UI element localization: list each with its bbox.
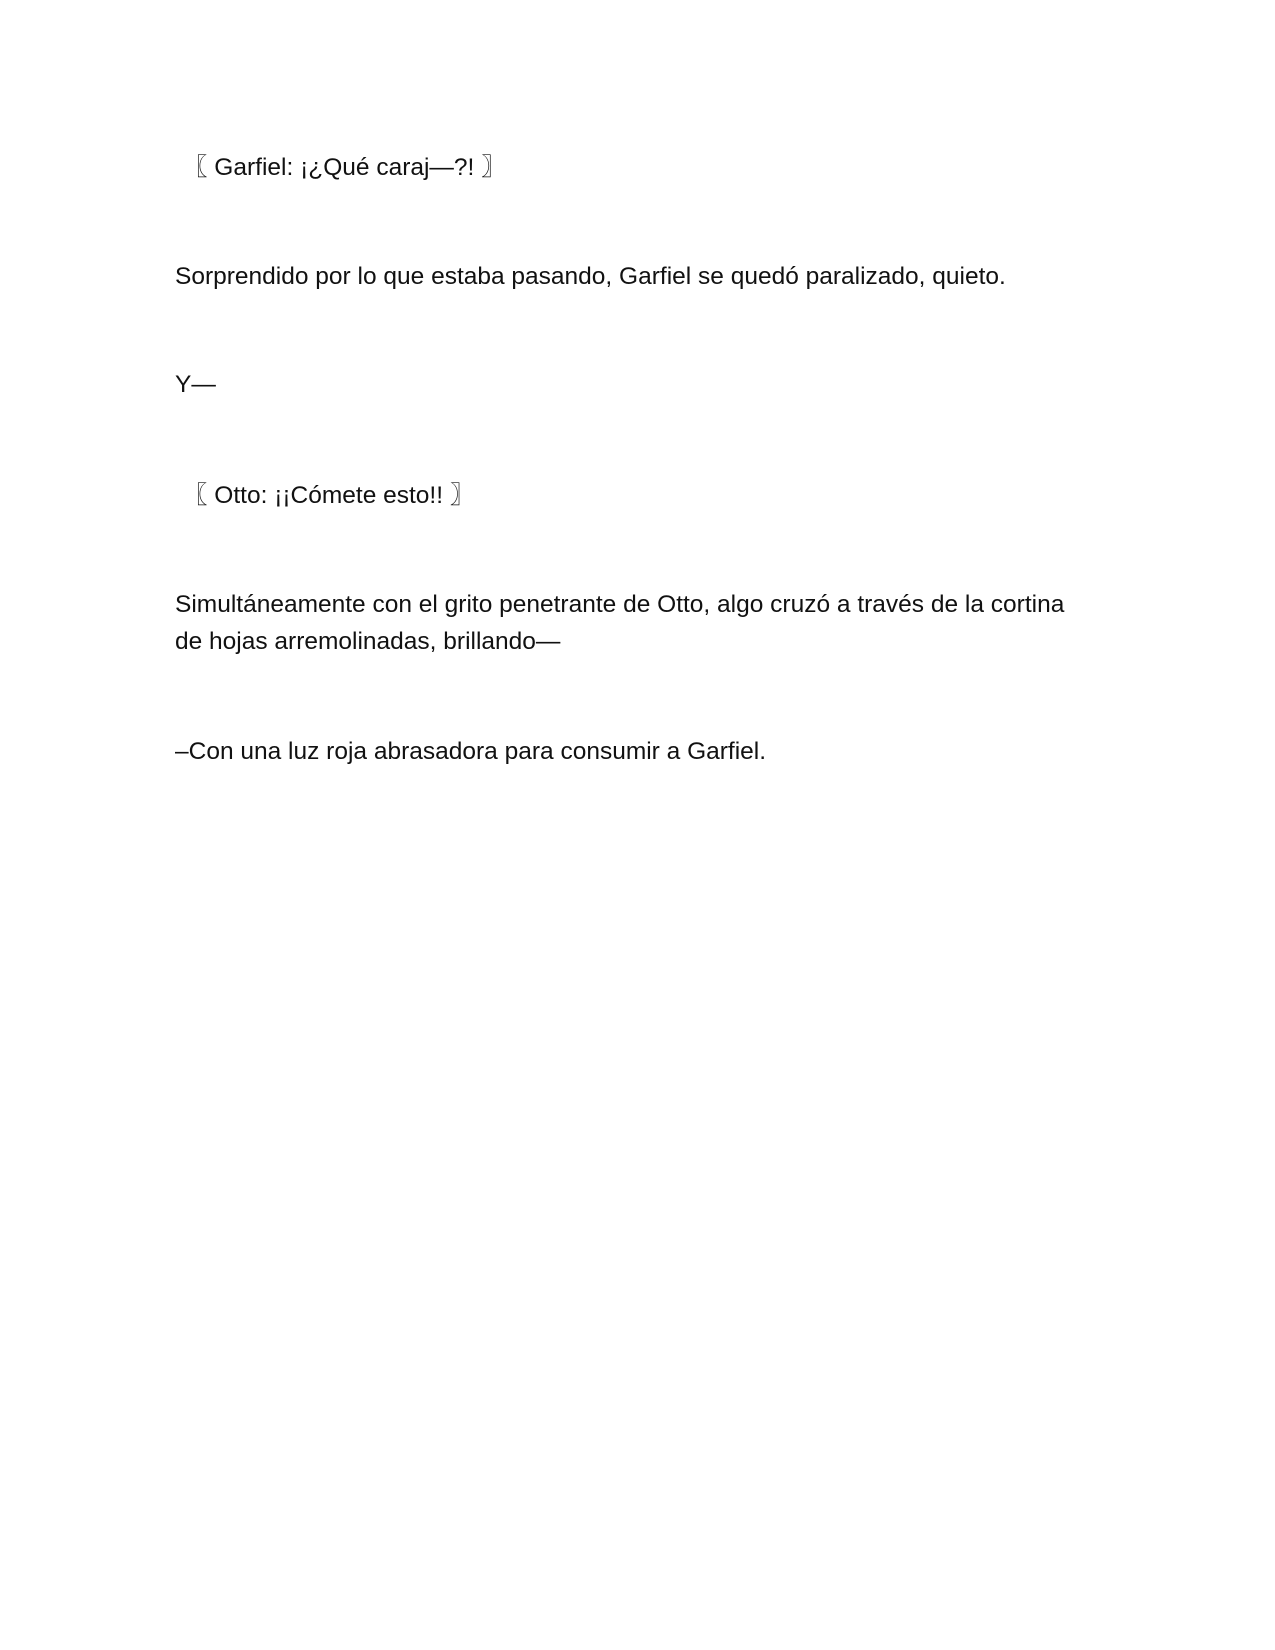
dialogue-otto: 〖 Otto: ¡¡Cómete esto!! 〗 bbox=[183, 482, 475, 509]
narration-paragraph: Y— bbox=[175, 371, 216, 398]
narration-paragraph: Sorprendido por lo que estaba pasando, Garfiel se quedó paralizado, quieto. bbox=[175, 263, 1006, 290]
narration-paragraph: –Con una luz roja abrasadora para consumir a Garfiel. bbox=[175, 738, 767, 765]
narration-paragraph: Simultáneamente con el grito penetrante de Otto, algo cruzó a través de la cortina de hojas arremolinadas, brillando— bbox=[175, 591, 1065, 655]
dialogue-garfiel: 〖 Garfiel: ¡¿Qué caraj—?! 〗 bbox=[183, 154, 506, 181]
